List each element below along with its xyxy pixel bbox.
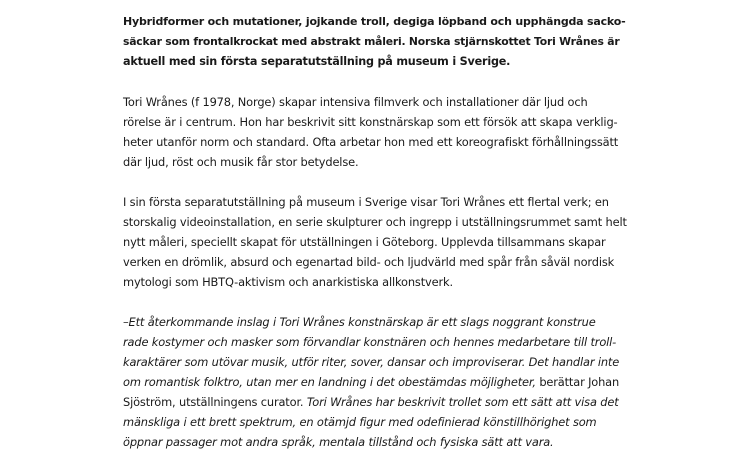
quote-line: –Ett återkommande inslag i Tori Wrånes konstnärskap är ett slags noggrant konstrue bbox=[123, 315, 596, 329]
quote-line: karaktärer som utövar musik, utför riter, sover, dansar och improviserar. Det handlar inte bbox=[123, 355, 620, 369]
body-line: där ljud, röst och musik får stor betydelse. bbox=[123, 155, 359, 169]
quote-line bbox=[123, 372, 628, 392]
paragraph-gap bbox=[123, 72, 628, 92]
quote-line: mänskliga i ett brett spektrum, en otämjd figur med odefinierad könstillhörighet som bbox=[123, 415, 597, 429]
lead-line: Hybridformer och mutationer, jojkande troll, degiga löpband och upphängda sacko- bbox=[123, 15, 626, 28]
body-line: verken en drömlik, absurd och egenartad bild- och ljudvärld med spår från såväl nordisk bbox=[123, 255, 615, 269]
lead-line: aktuell med sin första separatutställning på museum i Sverige. bbox=[123, 55, 511, 68]
paragraph-gap bbox=[123, 172, 628, 192]
body-line: Tori Wrånes (f 1978, Norge) skapar intensiva filmverk och installationer där ljud och bbox=[123, 95, 588, 109]
article-body bbox=[123, 12, 628, 452]
quote-text: om romantisk folktro, utan mer en landning i det obestämdas möjligheter, bbox=[123, 375, 536, 389]
body-line: storskalig videoinstallation, en serie skulpturer och ingrepp i utställningsrummet samt helt bbox=[123, 215, 627, 229]
body-line: I sin första separatutställning på museum i Sverige visar Tori Wrånes ett flertal verk; en bbox=[123, 195, 609, 209]
attribution-text: berättar Johan bbox=[535, 375, 620, 389]
body-line: mytologi som HBTQ-aktivism och anarkistiska allkonstverk. bbox=[123, 275, 453, 289]
body-paragraph-1 bbox=[123, 92, 628, 172]
body-line: rörelse är i centrum. Hon har beskrivit sitt konstnärskap som ett försök att skapa verklig- bbox=[123, 115, 618, 129]
lead-line: säckar som frontalkrockat med abstrakt måleri. Norska stjärnskottet Tori Wrånes är bbox=[123, 35, 620, 48]
body-paragraph-2 bbox=[123, 192, 628, 292]
paragraph-gap bbox=[123, 292, 628, 312]
quote-line: öppnar passager mot andra språk, mentala tillstånd och fysiska sätt att vara. bbox=[123, 435, 554, 449]
lead-paragraph bbox=[123, 12, 628, 72]
attribution-text: Sjöström, utställningens curator. bbox=[123, 395, 304, 409]
quote-paragraph bbox=[123, 312, 628, 452]
quote-text: Tori Wrånes har beskrivit trollet som ett sätt att visa det bbox=[303, 395, 619, 409]
quote-line: rade kostymer och masker som förvandlar konstnären och hennes medarbetare till troll- bbox=[123, 335, 617, 349]
quote-line bbox=[123, 392, 628, 412]
body-line: heter utanför norm och standard. Ofta arbetar hon med ett koreografiskt förhållningssätt bbox=[123, 135, 619, 149]
body-line: nytt måleri, speciellt skapat för utställningen i Göteborg. Upplevda tillsammans skapar bbox=[123, 235, 606, 249]
